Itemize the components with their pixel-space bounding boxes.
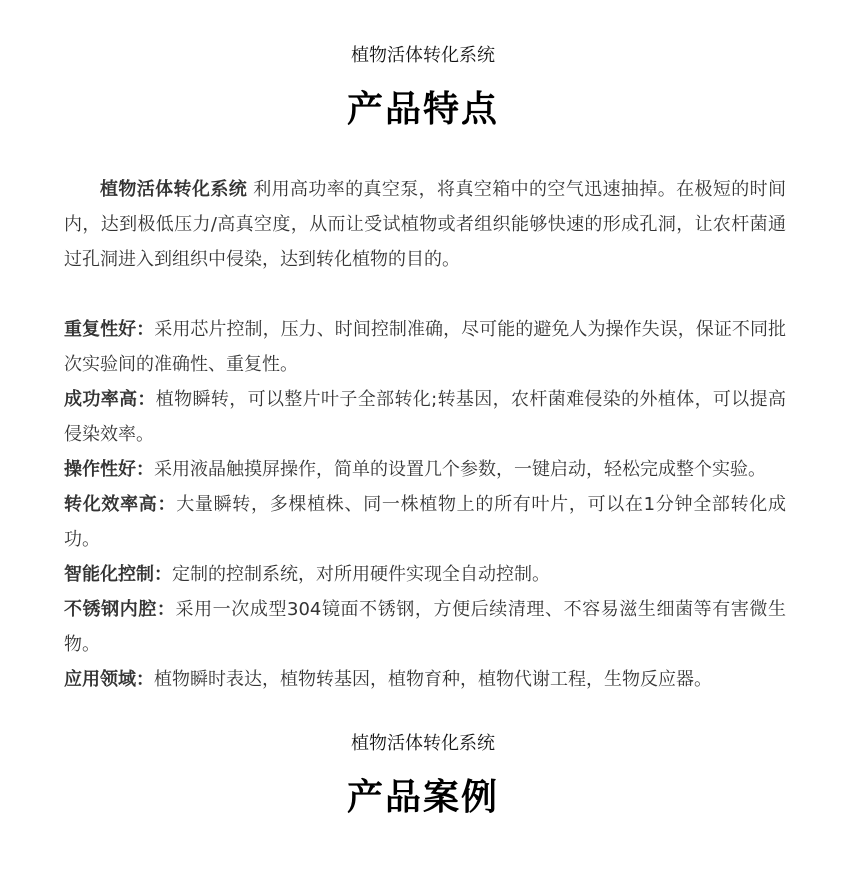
feature-text: 定制的控制系统，对所用硬件实现全自动控制。 [172,564,550,585]
section-subtitle-features: 植物活体转化系统 [351,45,495,66]
section-title-features: 产品特点 [346,89,499,130]
feature-item [64,312,786,382]
feature-item [64,662,786,697]
feature-text: 采用芯片控制，压力、时间控制准确，尽可能的避免人为操作失误，保证不同批次实验间的准确性、重复性。 [64,319,787,375]
feature-text: 大量瞬转，多棵植株、同一株植物上的所有叶片，可以在1分钟全部转化成功。 [64,494,787,550]
feature-label: 重复性好： [64,319,155,340]
feature-item [64,557,786,592]
feature-label: 操作性好： [64,459,154,480]
feature-label: 智能化控制： [64,564,172,585]
feature-list [64,312,786,697]
feature-text: 采用一次成型304镜面不锈钢，方便后续清理、不容易滋生细菌等有害微生物。 [64,599,787,655]
spacer [64,277,786,312]
intro-text: 利用高功率的真空泵，将真空箱中的空气迅速抽掉。在极短的时间内，达到极低压力/高真空度，从而让受试植物或者组织能够快速的形成孔洞，让农杆菌通过孔洞进入到组织中侵染，达到转化植物的目的。 [64,179,787,270]
intro-paragraph [64,172,786,277]
feature-label: 应用领域： [64,669,154,690]
feature-text: 采用液晶触摸屏操作，简单的设置几个参数，一键启动，轻松完成整个实验。 [154,459,766,480]
feature-item [64,592,786,662]
features-content [64,172,786,697]
feature-item [64,382,786,452]
feature-label: 不锈钢内腔： [64,599,176,620]
feature-text: 植物瞬时表达，植物转基因，植物育种，植物代谢工程，生物反应器。 [154,669,712,690]
section-title-cases: 产品案例 [346,777,499,818]
feature-item [64,487,786,557]
feature-label: 转化效率高： [64,494,177,515]
intro-product-name: 植物活体转化系统 [100,179,248,200]
feature-item [64,452,786,487]
section-subtitle-cases: 植物活体转化系统 [351,733,495,754]
feature-label: 成功率高： [64,389,156,410]
feature-text: 植物瞬转，可以整片叶子全部转化;转基因，农杆菌难侵染的外植体，可以提高侵染效率。 [64,389,787,445]
